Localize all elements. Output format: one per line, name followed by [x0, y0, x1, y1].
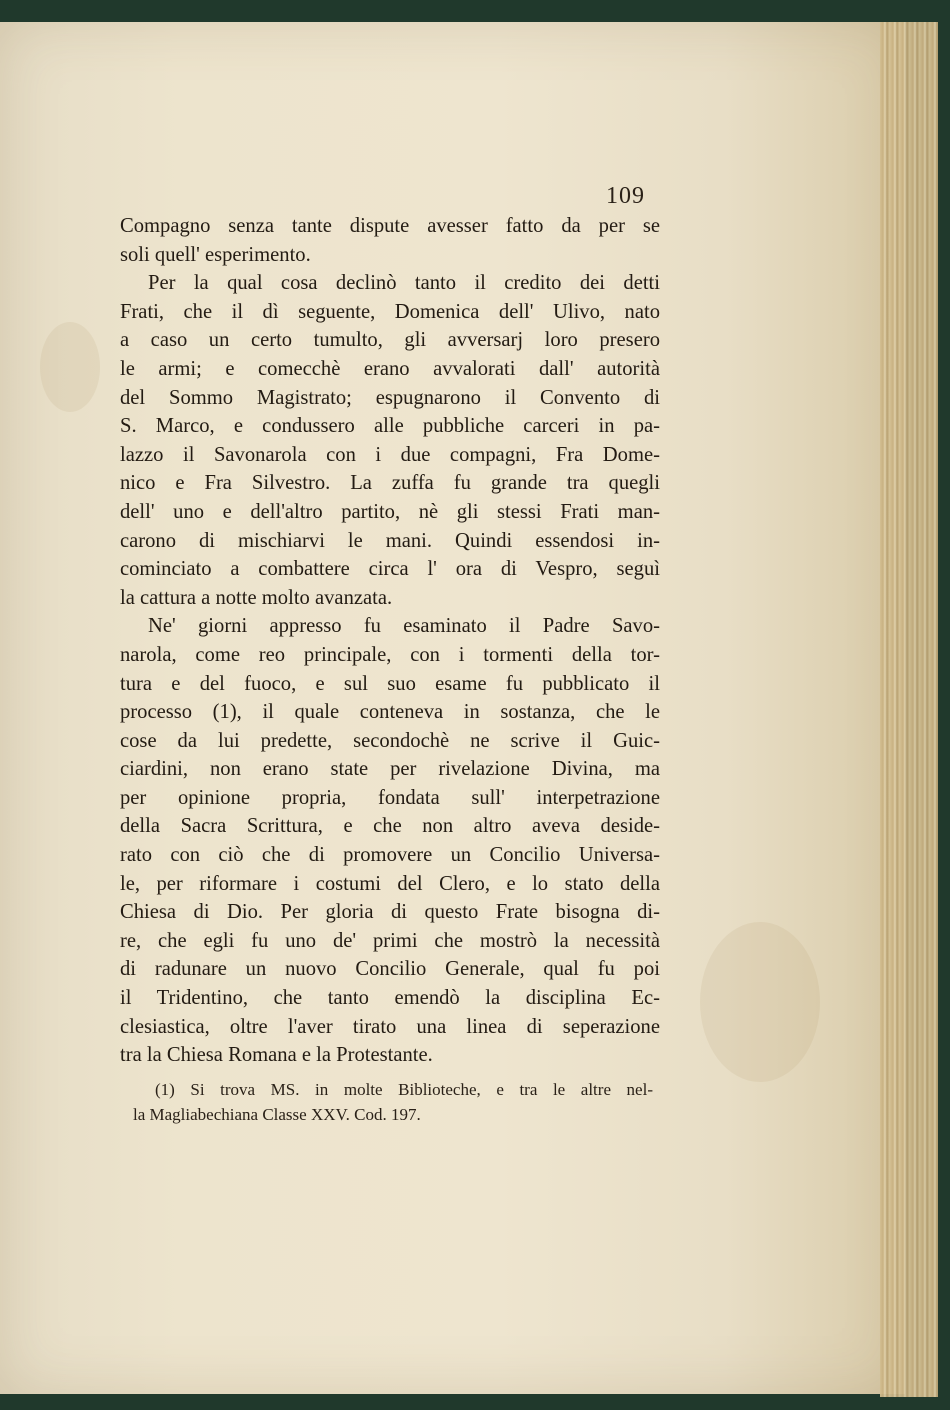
text-line: per opinione propria, fondata sull' interpetrazione: [120, 786, 660, 809]
text-line: tura e del fuoco, e sul suo esame fu pubblicato il: [120, 672, 660, 695]
text-line: soli quell' esperimento.: [120, 243, 311, 266]
footnote-line: la Magliabechiana Classe XXV. Cod. 197.: [133, 1105, 421, 1124]
text-line: clesiastica, oltre l'aver tirato una linea di seperazione: [120, 1015, 660, 1038]
text-line: nico e Fra Silvestro. La zuffa fu grande tra quegli: [120, 472, 660, 495]
text-line: processo (1), il quale conteneva in sostanza, che le: [120, 701, 660, 724]
text-line: ciardini, non erano state per rivelazione Divina, ma: [120, 758, 660, 781]
text-line: di radunare un nuovo Concilio Generale, qual fu poi: [120, 958, 660, 981]
text-line: re, che egli fu uno de' primi che mostrò la necessità: [120, 929, 660, 952]
paper-stain: [700, 922, 820, 1082]
book-fore-edge: [880, 22, 938, 1397]
footnote: [133, 1077, 653, 1127]
text-line: del Sommo Magistrato; espugnarono il Convento di: [120, 386, 660, 409]
text-line: dell' uno e dell'altro partito, nè gli stessi Frati man-: [120, 500, 660, 523]
text-line: le armi; e comecchè erano avvalorati dall' autorità: [120, 357, 660, 380]
text-line: Frati, che il dì seguente, Domenica dell' Ulivo, nato: [120, 300, 660, 323]
text-line: cose da lui predette, secondochè ne scrive il Guic-: [120, 729, 660, 752]
text-line: la cattura a notte molto avanzata.: [120, 586, 393, 609]
text-line: S. Marco, e condussero alle pubbliche carceri in pa-: [120, 415, 660, 438]
text-line: narola, come reo principale, con i tormenti della tor-: [120, 643, 660, 666]
text-line: Ne' giorni appresso fu esaminato il Padre Savo-: [148, 615, 660, 638]
text-line: della Sacra Scrittura, e che non altro aveva deside-: [120, 815, 660, 838]
text-line: Chiesa di Dio. Per gloria di questo Frate bisogna di-: [120, 901, 660, 924]
text-line: carono di mischiarvi le mani. Quindi essendosi in-: [120, 529, 660, 552]
text-line: le, per riformare i costumi del Clero, e lo stato della: [120, 872, 660, 895]
text-line: a caso un certo tumulto, gli avversarj loro presero: [120, 329, 660, 352]
text-line: lazzo il Savonarola con i due compagni, Fra Dome-: [120, 443, 660, 466]
paper-stain: [40, 322, 100, 412]
text-line: Per la qual cosa declinò tanto il credito dei detti: [148, 272, 660, 295]
body-text: [120, 212, 660, 1070]
text-line: il Tridentino, che tanto emendò la disciplina Ec-: [120, 987, 660, 1010]
footnote-line: (1) Si trova MS. in molte Biblioteche, e tra le altre nel-: [155, 1080, 653, 1099]
text-line: rato con ciò che di promovere un Concilio Universa-: [120, 844, 660, 867]
text-line: tra la Chiesa Romana e la Protestante.: [120, 1044, 433, 1067]
page-number: 109: [606, 183, 645, 209]
text-line: Compagno senza tante dispute avesser fatto da per se: [120, 215, 660, 237]
text-line: cominciato a combattere circa l' ora di Vespro, seguì: [120, 558, 660, 581]
